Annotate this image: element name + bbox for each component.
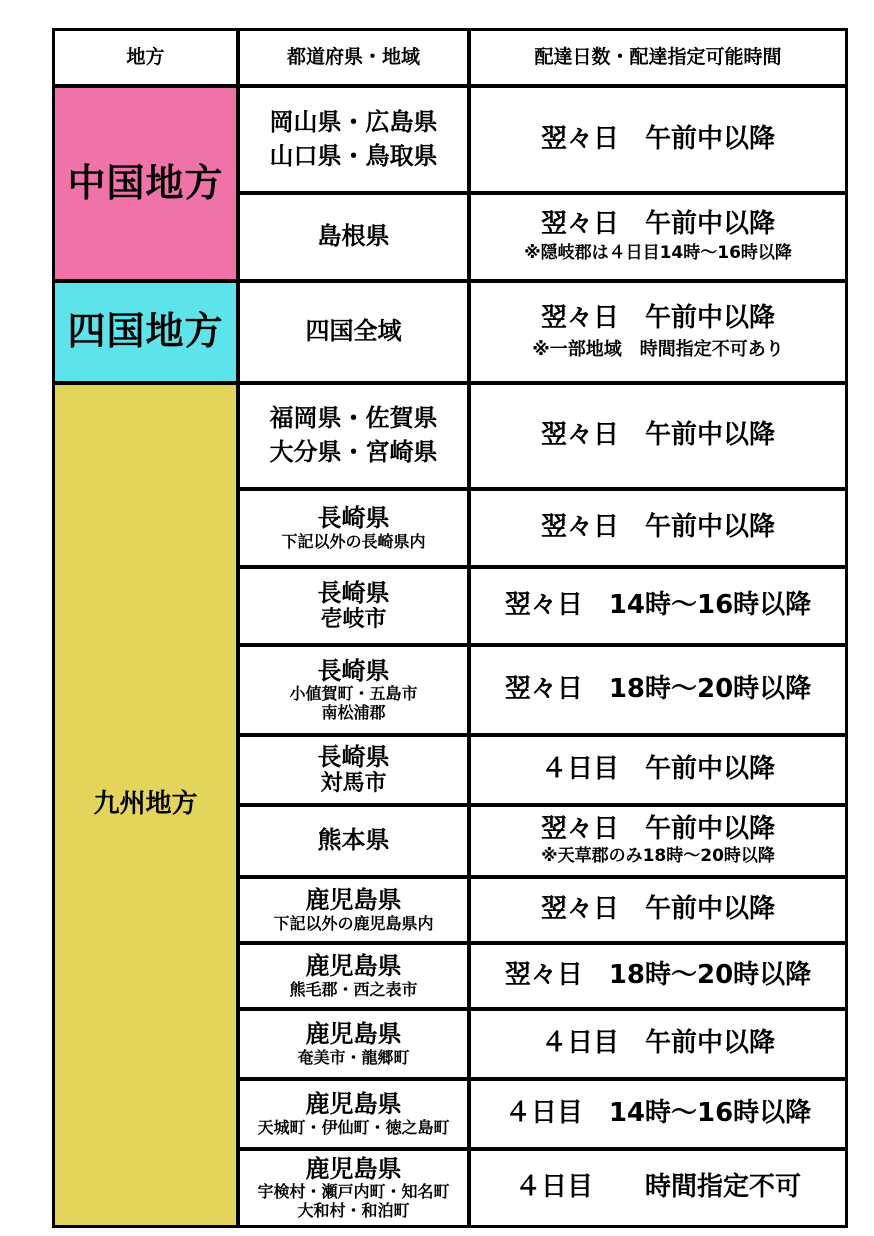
delivery-cell xyxy=(471,807,845,875)
pref-subarea: 南松浦郡 xyxy=(321,702,386,722)
pref-name: 鹿児島県 xyxy=(305,952,402,980)
header-delivery: 配達日数・配達指定可能時間 xyxy=(471,31,845,84)
pref-cell xyxy=(240,283,467,381)
delivery-text: ４日目 午前中以降 xyxy=(540,754,775,785)
pref-name: 福岡県・佐賀県 xyxy=(269,404,438,433)
delivery-table xyxy=(52,28,848,1228)
pref-cell xyxy=(240,807,467,875)
pref-name: 大分県・宮崎県 xyxy=(269,438,438,466)
pref-cell xyxy=(240,879,467,941)
delivery-text: 翌々日 午前中以降 xyxy=(540,302,775,333)
pref-cell xyxy=(240,737,467,803)
delivery-text: 翌々日 18時～20時以降 xyxy=(504,674,812,705)
delivery-text: 翌々日 午前中以降 xyxy=(540,209,775,240)
delivery-cell xyxy=(471,569,845,643)
pref-name: 長崎県 xyxy=(317,578,390,607)
delivery-text: ４日目 時間指定不可 xyxy=(514,1172,801,1203)
region-kyushu: 九州地方 xyxy=(55,385,236,1225)
pref-name: 鹿児島県 xyxy=(305,886,402,914)
pref-name: 島根県 xyxy=(317,222,390,251)
pref-cell xyxy=(240,1151,467,1225)
pref-name: 熊本県 xyxy=(317,826,390,855)
delivery-cell xyxy=(471,385,845,487)
delivery-note: ※一部地域 時間指定不可あり xyxy=(532,338,784,360)
pref-name: 鹿児島県 xyxy=(305,1154,402,1183)
pref-cell xyxy=(240,569,467,643)
pref-subarea: 下記以外の長崎県内 xyxy=(281,531,426,551)
pref-name: 岡山県・広島県 xyxy=(269,107,438,136)
header-region: 地方 xyxy=(55,31,236,84)
pref-name: 長崎県 xyxy=(317,656,390,685)
pref-subarea: 大和村・和泊町 xyxy=(297,1200,410,1220)
pref-name: 四国全域 xyxy=(305,317,402,346)
delivery-cell xyxy=(471,283,845,381)
delivery-text: ４日目 14時～16時以降 xyxy=(504,1098,812,1129)
pref-subarea: 下記以外の鹿児島県内 xyxy=(273,913,434,933)
delivery-cell xyxy=(471,945,845,1007)
delivery-cell xyxy=(471,647,845,733)
delivery-cell xyxy=(471,737,845,803)
delivery-text: 翌々日 午前中以降 xyxy=(540,420,775,451)
delivery-cell xyxy=(471,1081,845,1147)
region-chugoku: 中国地方 xyxy=(55,88,236,279)
delivery-cell xyxy=(471,1011,845,1077)
delivery-text: 翌々日 午前中以降 xyxy=(540,894,775,925)
delivery-cell xyxy=(471,195,845,279)
delivery-cell xyxy=(471,879,845,941)
pref-subarea: 対馬市 xyxy=(320,771,387,797)
delivery-cell xyxy=(471,1151,845,1225)
pref-name: 山口県・鳥取県 xyxy=(269,141,438,170)
delivery-note: ※天草郡のみ18時～20時以降 xyxy=(541,846,775,867)
pref-subarea: 小値賀町・五島市 xyxy=(289,684,418,704)
pref-subarea: 天城町・伊仙町・徳之島町 xyxy=(257,1117,450,1137)
pref-cell xyxy=(240,1081,467,1147)
pref-cell xyxy=(240,385,467,487)
pref-subarea: 奄美市・龍郷町 xyxy=(297,1047,410,1067)
delivery-text: 翌々日 午前中以降 xyxy=(540,512,775,543)
pref-name: 鹿児島県 xyxy=(305,1090,402,1118)
pref-name: 鹿児島県 xyxy=(305,1020,402,1048)
pref-cell xyxy=(240,491,467,565)
pref-cell xyxy=(240,88,467,191)
pref-subarea: 熊毛郡・西之表市 xyxy=(289,979,418,999)
delivery-text: 翌々日 午前中以降 xyxy=(540,123,775,154)
region-shikoku: 四国地方 xyxy=(55,283,236,381)
pref-name: 長崎県 xyxy=(317,742,390,771)
delivery-text: 翌々日 午前中以降 xyxy=(540,814,775,845)
delivery-text: 翌々日 18時～20時以降 xyxy=(504,960,812,991)
pref-cell xyxy=(240,647,467,733)
pref-cell xyxy=(240,945,467,1007)
delivery-text: 翌々日 14時～16時以降 xyxy=(504,590,812,621)
delivery-text: ４日目 午前中以降 xyxy=(540,1028,775,1059)
header-prefecture: 都道府県・地域 xyxy=(240,31,467,84)
pref-subarea: 宇検村・瀬戸内町・知名町 xyxy=(257,1182,450,1202)
delivery-cell xyxy=(471,491,845,565)
pref-cell xyxy=(240,1011,467,1077)
delivery-cell xyxy=(471,88,845,191)
pref-subarea: 壱岐市 xyxy=(320,607,387,633)
pref-name: 長崎県 xyxy=(317,504,390,532)
delivery-note: ※隠岐郡は４日目14時～16時以降 xyxy=(524,243,792,264)
pref-cell xyxy=(240,195,467,279)
